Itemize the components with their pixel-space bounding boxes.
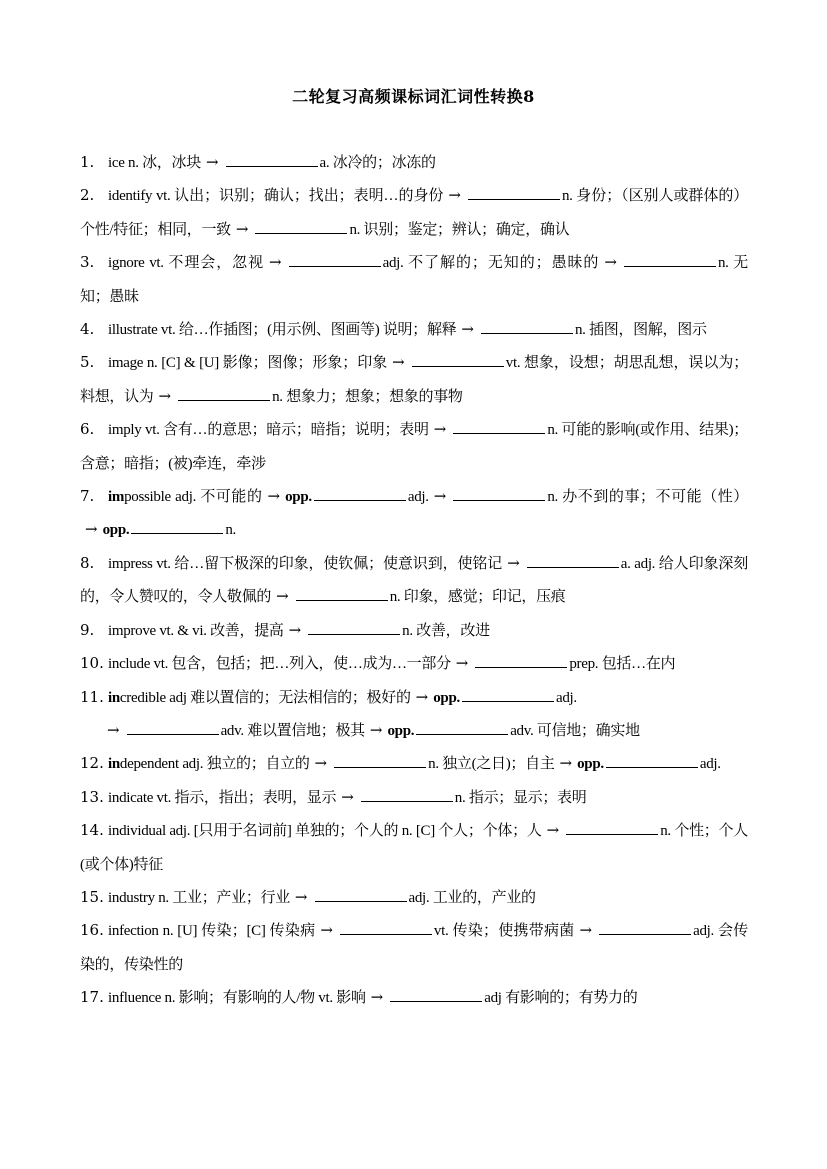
item-number: 2. <box>80 186 95 205</box>
arrow-right-icon: → <box>461 320 474 339</box>
answer-blank[interactable] <box>416 719 508 735</box>
item-text: n. 指示；显示；表明 <box>454 789 587 806</box>
arrow-right-icon: → <box>320 921 333 940</box>
answer-blank[interactable] <box>453 418 545 434</box>
item-text: n. 改善，改进 <box>402 622 490 639</box>
item-text: n. 印象，感觉；印记，压痕 <box>389 589 566 606</box>
page-title: 二轮复习高频课标词汇词性转换8 <box>292 87 535 106</box>
arrow-right-icon: → <box>369 720 383 739</box>
vocab-item <box>80 681 748 748</box>
answer-blank[interactable] <box>296 585 388 601</box>
item-text: credible adj 难以置信的；无法相信的；极好的 <box>119 689 411 706</box>
item-number: 16. <box>80 921 104 940</box>
vocab-item <box>80 981 748 1014</box>
item-bold-text: opp. <box>102 522 130 539</box>
arrow-right-icon: → <box>341 787 354 806</box>
arrow-right-icon: → <box>276 587 289 606</box>
item-number: 10. <box>80 654 104 673</box>
arrow-right-icon: → <box>455 654 469 673</box>
arrow-right-icon: → <box>579 921 593 940</box>
item-number: 7. <box>80 487 95 506</box>
item-text: n. 识别；鉴定；辨认；确定，确认 <box>349 221 570 238</box>
arrow-right-icon: → <box>370 988 384 1007</box>
vocab-item <box>80 747 748 780</box>
item-text: n. <box>225 522 236 539</box>
answer-blank[interactable] <box>606 752 698 768</box>
arrow-right-icon: → <box>559 754 573 773</box>
item-bold-text: in <box>108 756 120 773</box>
answer-blank[interactable] <box>315 886 407 902</box>
arrow-right-icon: → <box>507 553 520 572</box>
item-text: adj. <box>407 489 429 506</box>
item-text: vt. 传染；使携带病菌 <box>433 923 575 940</box>
item-text: image n. [C] & [U] 影像；图像；形象；印象 <box>108 355 388 372</box>
item-number: 8. <box>80 553 95 572</box>
item-text: adj 有影响的；有势力的 <box>484 990 638 1007</box>
item-text: adj. <box>699 756 721 773</box>
item-text: identify vt. 认出；识别；确认；找出；表明…的身份 <box>108 188 444 205</box>
answer-blank[interactable] <box>308 619 400 635</box>
answer-blank[interactable] <box>599 919 691 935</box>
vocab-item <box>80 547 748 614</box>
item-bold-text: opp. <box>387 722 415 739</box>
arrow-right-icon: → <box>205 153 219 171</box>
item-text: n. 插图，图解，图示 <box>574 322 707 339</box>
item-bold-text: opp. <box>285 489 312 506</box>
item-text: influence n. 影响；有影响的人/物 vt. 影响 <box>108 990 366 1007</box>
item-text: prep. 包括…在内 <box>569 656 676 673</box>
item-text: a. 冰冷的；冰冻的 <box>319 155 436 171</box>
item-text: infection n. [U] 传染；[C] 传染病 <box>108 923 316 940</box>
arrow-right-icon: → <box>107 720 120 739</box>
answer-blank[interactable] <box>361 786 453 802</box>
arrow-right-icon: → <box>294 887 308 906</box>
vocab-item <box>80 246 748 313</box>
arrow-right-icon: → <box>267 487 281 506</box>
item-number: 12. <box>80 754 104 773</box>
item-bold-text: im <box>108 489 125 506</box>
answer-blank[interactable] <box>340 919 432 935</box>
arrow-right-icon: → <box>288 620 302 639</box>
arrow-right-icon: → <box>269 253 282 272</box>
answer-blank[interactable] <box>390 986 482 1002</box>
item-text: n. 身份；（区别人或群体的）个性/特征；相同，一致 <box>80 188 748 238</box>
answer-blank[interactable] <box>468 184 560 200</box>
arrow-right-icon: → <box>85 520 98 539</box>
item-text: imply vt. 含有…的意思；暗示；暗指；说明；表明 <box>108 422 429 439</box>
answer-blank[interactable] <box>255 218 347 234</box>
item-number: 3. <box>80 253 95 272</box>
answer-blank[interactable] <box>178 385 270 401</box>
item-number: 15. <box>80 887 104 906</box>
item-text: adj. <box>555 689 577 706</box>
item-text: individual adj. [只用于名词前] 单独的；个人的 n. [C] 个人；个体；人 <box>108 823 542 840</box>
item-bold-text: opp. <box>433 689 460 706</box>
item-text: impress vt. 给…留下极深的印象，使钦佩；使意识到，使铭记 <box>108 555 503 572</box>
answer-blank[interactable] <box>527 552 619 568</box>
answer-blank[interactable] <box>624 251 716 267</box>
item-text: n. 无知；愚昧 <box>80 255 748 305</box>
answer-blank[interactable] <box>131 518 223 534</box>
item-text: n. 可能的影响(或作用、结果)；含意；暗指；(被)牵连，牵涉 <box>80 422 748 472</box>
answer-blank[interactable] <box>412 351 504 367</box>
answer-blank[interactable] <box>475 652 567 668</box>
item-bold-text: in <box>108 689 120 706</box>
answer-blank[interactable] <box>481 318 573 334</box>
item-number: 6. <box>80 420 95 439</box>
vocabulary-list <box>80 146 748 1015</box>
arrow-right-icon: → <box>415 687 429 706</box>
vocab-item <box>80 781 748 814</box>
item-text: dependent adj. 独立的；自立的 <box>119 756 310 773</box>
answer-blank[interactable] <box>566 819 658 835</box>
item-text: n. 想象力；想象；想象的事物 <box>272 388 463 405</box>
item-text: adj. 会传染的，传染性的 <box>80 923 748 973</box>
arrow-right-icon: → <box>604 253 617 272</box>
item-text: n. 办不到的事；不可能（性） <box>547 489 748 506</box>
item-number: 1. <box>80 153 95 171</box>
item-text: ice n. 冰，冰块 <box>108 155 201 171</box>
item-number: 17. <box>80 988 104 1007</box>
answer-blank[interactable] <box>289 251 381 267</box>
item-text: indicate vt. 指示，指出；表明，显示 <box>108 789 337 806</box>
answer-blank[interactable] <box>462 686 554 702</box>
item-text: possible adj. 不可能的 <box>124 489 263 506</box>
answer-blank[interactable] <box>127 719 219 735</box>
item-text: improve vt. & vi. 改善，提高 <box>108 622 284 639</box>
arrow-right-icon: → <box>314 754 328 773</box>
item-text: a. adj. 给人印象深刻的，令人赞叹的，令人敬佩的 <box>80 555 748 606</box>
arrow-right-icon: → <box>546 821 560 840</box>
item-text: adj. 工业的，产业的 <box>408 889 536 906</box>
vocab-item <box>80 814 748 881</box>
arrow-right-icon: → <box>392 353 405 372</box>
item-bold-text: opp. <box>577 756 604 773</box>
item-text: illustrate vt. 给…作插图；(用示例、图画等) 说明；解释 <box>108 322 457 339</box>
item-number: 9. <box>80 620 95 639</box>
vocab-item <box>80 179 748 246</box>
answer-blank[interactable] <box>314 485 406 501</box>
item-text: adj. 不了解的；无知的；愚昧的 <box>382 255 600 272</box>
item-text: include vt. 包含，包括；把…列入，使…成为…一部分 <box>108 656 451 673</box>
arrow-right-icon: → <box>158 386 172 405</box>
item-number: 13. <box>80 787 104 806</box>
item-number: 5. <box>80 353 95 372</box>
vocab-item <box>80 614 748 647</box>
arrow-right-icon: → <box>433 487 447 506</box>
vocab-item <box>80 881 748 914</box>
item-text: vt. 想象，设想；胡思乱想，误以为；料想，认为 <box>80 355 748 405</box>
arrow-right-icon: → <box>433 420 447 439</box>
arrow-right-icon: → <box>448 186 461 205</box>
item-text: industry n. 工业；产业；行业 <box>108 889 290 906</box>
answer-blank[interactable] <box>453 485 545 501</box>
item-number: 11. <box>80 687 104 706</box>
item-number: 14. <box>80 821 104 840</box>
vocab-item <box>80 413 748 480</box>
arrow-right-icon: → <box>235 219 249 238</box>
item-text: adv. 难以置信地；极其 <box>220 722 365 739</box>
item-text: adv. 可信地；确实地 <box>510 722 640 739</box>
item-number: 4. <box>80 320 95 339</box>
vocab-item <box>80 146 748 179</box>
answer-blank[interactable] <box>226 151 318 167</box>
answer-blank[interactable] <box>334 752 426 768</box>
item-text: n. 独立(之日)；自主 <box>428 756 555 773</box>
vocab-item <box>80 914 748 981</box>
vocab-item <box>80 313 748 346</box>
vocab-item <box>80 346 748 413</box>
item-text: n. 个性；个人(或个体)特征 <box>80 823 748 873</box>
vocab-item <box>80 647 748 680</box>
vocab-item <box>80 480 748 547</box>
item-text: ignore vt. 不理会，忽视 <box>108 255 265 272</box>
